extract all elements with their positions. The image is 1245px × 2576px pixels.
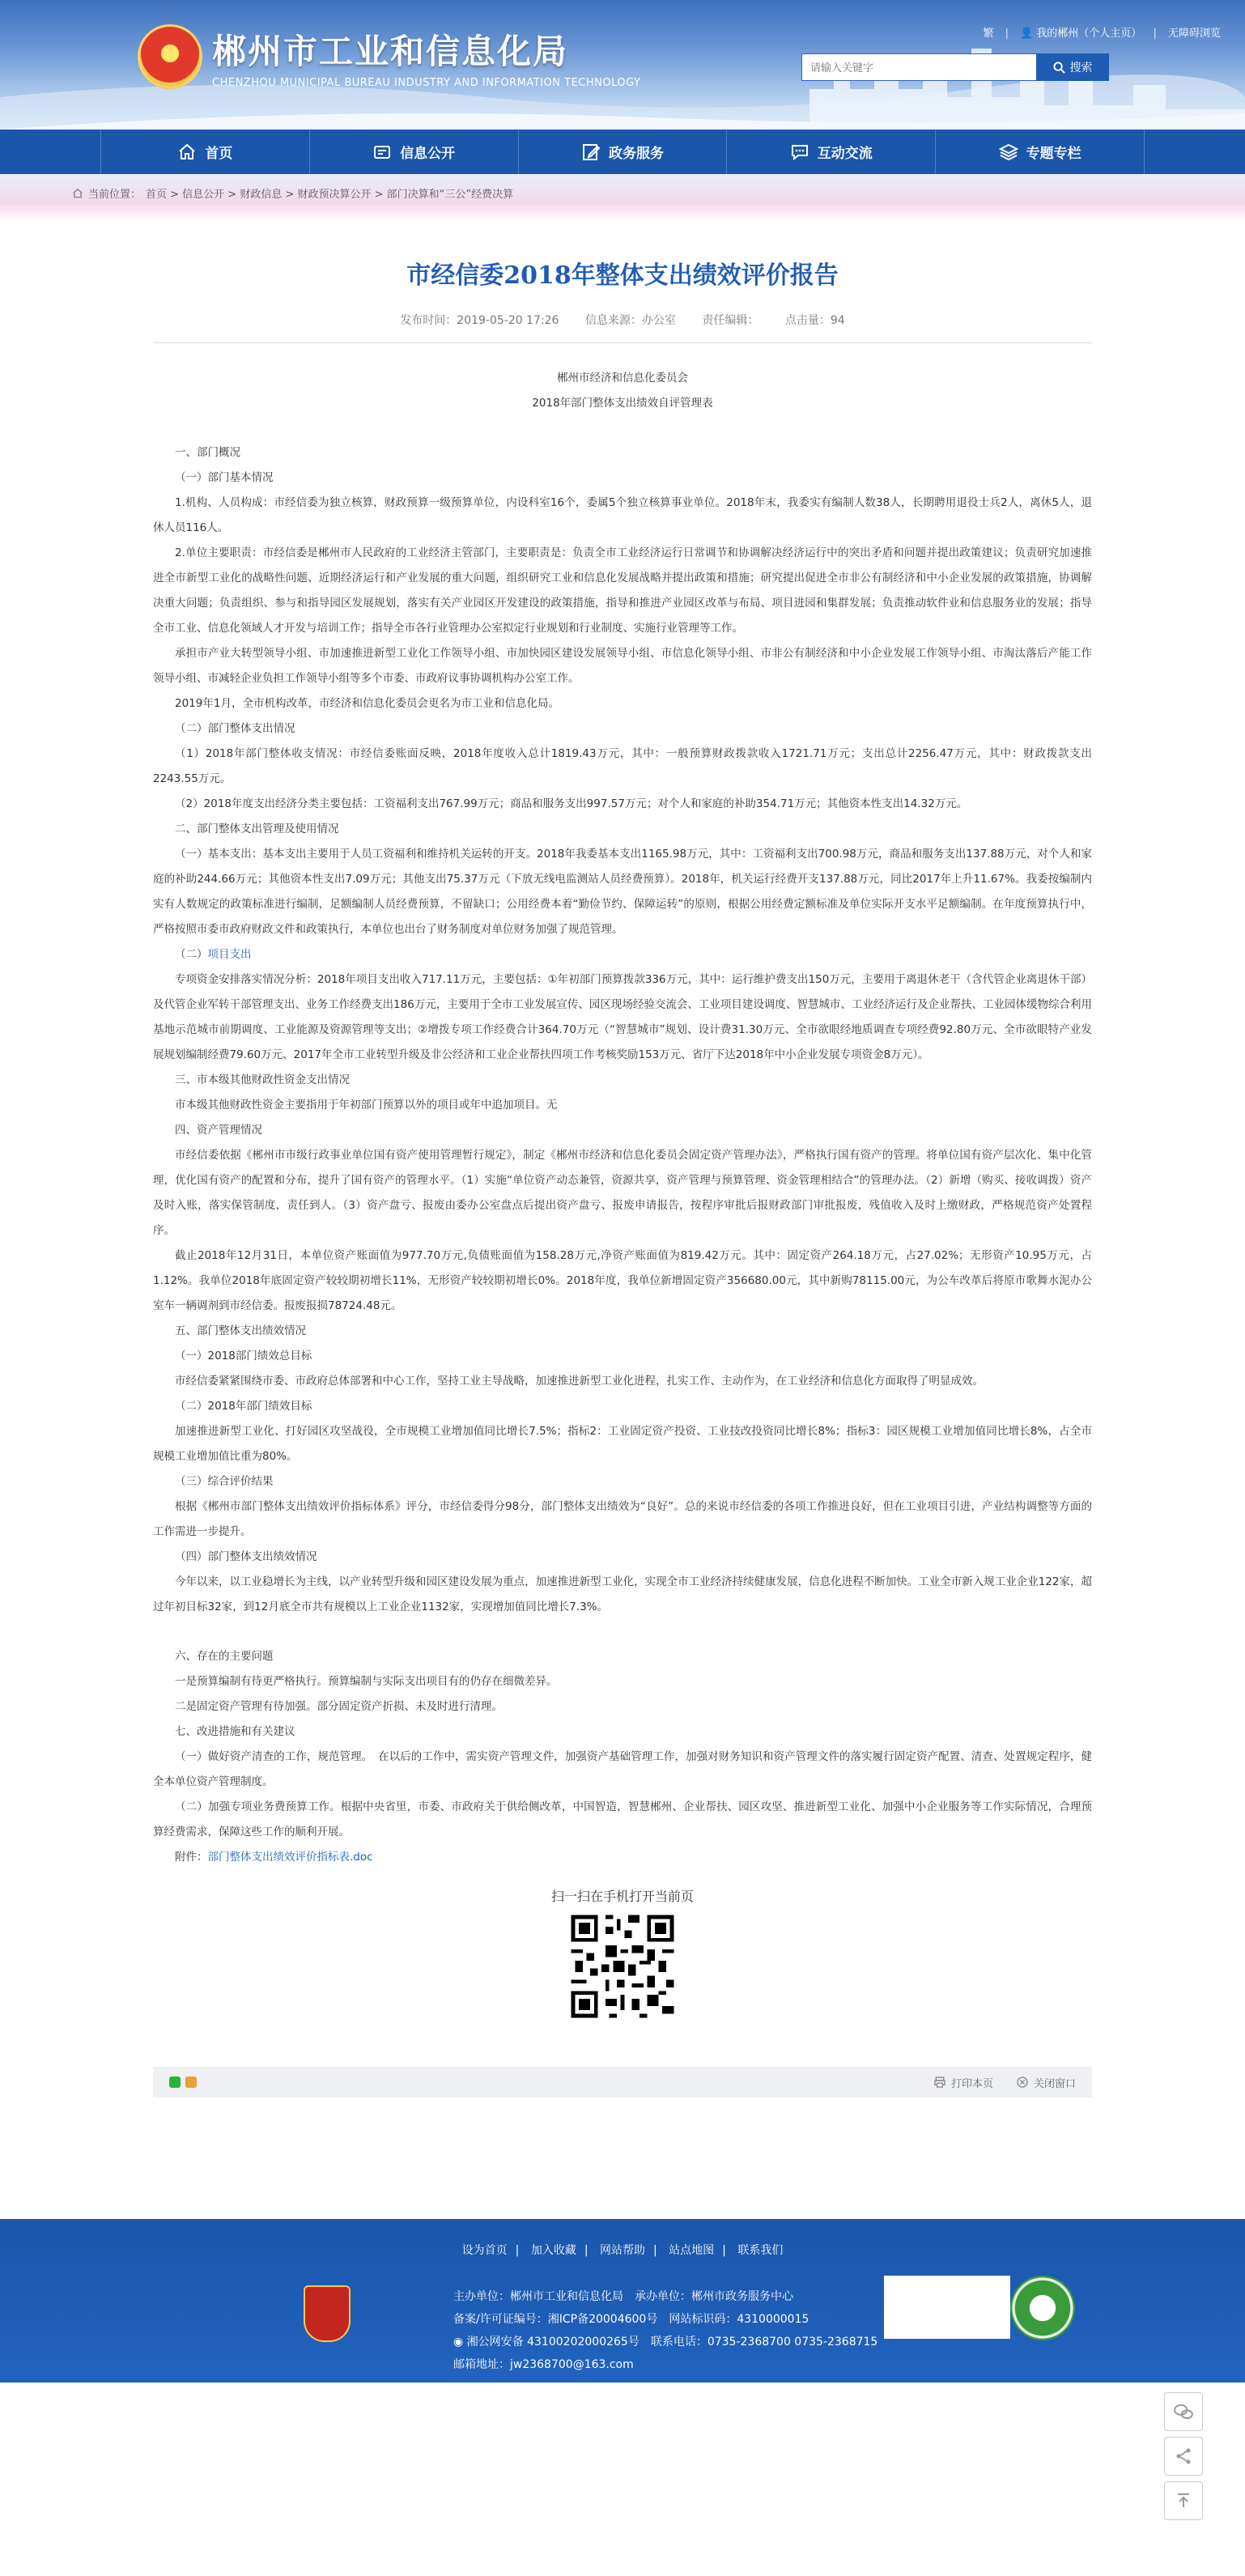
- site-title: 郴州市工业和信息化局: [212, 31, 569, 71]
- section-heading: 二、部门整体支出管理及使用情况: [175, 823, 339, 835]
- printer-icon: [933, 2076, 946, 2089]
- wechat-icon: [1173, 2401, 1194, 2422]
- attachment: 附件：部门整体支出绩效评价指标表.doc: [175, 1851, 373, 1864]
- footer-link[interactable]: 站点地图: [669, 2244, 715, 2257]
- paragraph: 市经信委紧紧围绕市委、市政府总体部署和中心工作，坚持工业主导战略，加速推进新型工业化进程，扎实工作、主动作为，在工业经济和信息化方面取得了明显成效。: [175, 1375, 984, 1388]
- home-icon: [177, 142, 197, 162]
- paragraph: 市经信委依据《郴州市市级行政事业单位国有资产使用管理暂行规定》，制定《郴州市经济和信息化委员会固定资产管理办法》，严格执行国有资产的管理。将单位国有资产层次化、集中化管理，优化国有资产的配置和分布，提升了国有资产的管理水平。（1）实施“单位资产动态兼管，资源共享，资产管理与预算管理、资金管理相结合”的管理办法。（2）新增（购买、接收调拨）资产及时入账，落实保管制度，责任到人。（3）资产盘亏、报废由委办公室盘点后提出资产盘亏、报废申请报告，按程序审批后报财政部门审批报废，残值收入及时上缴财政，严格规范资产处置程序。: [153, 1149, 1092, 1237]
- subsection-heading: （二）项目支出: [175, 948, 252, 961]
- footer-link[interactable]: 加入收藏: [530, 2244, 576, 2257]
- mobile-qr-block: [153, 1886, 1092, 2025]
- article-body: [153, 343, 1092, 1870]
- nav-item-interaction[interactable]: 互动交流: [726, 130, 935, 174]
- nav-item-special-topics[interactable]: 专题专栏: [935, 130, 1145, 174]
- subsection-heading: （二）2018年部门绩效目标: [175, 1400, 312, 1413]
- breadcrumb-path[interactable]: 首页 > 信息公开 > 财政信息 > 财政预决算公开 > 部门决算和“三公”经费决算: [146, 189, 514, 201]
- edit-icon: [581, 142, 601, 162]
- float-wechat-button[interactable]: [1164, 2392, 1203, 2431]
- footer-info: 主办单位：郴州市工业和信息化局 承办单位：郴州市政务服务中心 备案/许可证编号：湘ICP备20004600号 网站标识码：4310000015 ◉ 湘公网安备 43100202000265号 联系电话：0735-2368700 0735-2368715 邮箱地址：jw2368700@163.com: [453, 2290, 878, 2371]
- back-to-top-button[interactable]: [1164, 2481, 1203, 2520]
- layers-icon: [999, 142, 1018, 162]
- paragraph: 截止2018年12月31日，本单位资产账面值为977.70万元,负债账面值为158.28万元,净资产账面值为819.42万元。其中：固定资产264.18万元，占27.02%；无形资产10.95万元，占1.12%。我单位2018年底固定资产较较期初增长11%，无形资产较较期初增长0%。2018年度，我单位新增固定资产356680.00元，其中新购78115.00元，为公车改革后将原市歌舞水泥办公室车一辆调剂到市经信委。报废报损78724.48元。: [153, 1249, 1092, 1312]
- close-icon: [1016, 2076, 1029, 2089]
- article-title: 市经信委2018年整体支出绩效评价报告: [406, 261, 839, 290]
- search-button-label: 搜索: [1069, 62, 1093, 74]
- chat-icon: [790, 142, 809, 162]
- main-nav: [0, 130, 1245, 174]
- home-small-icon: [72, 188, 83, 199]
- green-site-badge-icon: [1010, 2276, 1075, 2340]
- subsection-heading: （一）2018部门绩效总目标: [175, 1350, 312, 1362]
- site-logo[interactable]: [138, 24, 640, 89]
- weibo-share-icon[interactable]: [185, 2077, 197, 2088]
- footer-links: 设为首页 | 加入收藏 | 网站帮助 | 站点地图 | 联系我们: [461, 2244, 784, 2257]
- search-input[interactable]: [801, 53, 1036, 81]
- footer-link[interactable]: 设为首页: [461, 2244, 508, 2257]
- breadcrumb: 当前位置： 首页 > 信息公开 > 财政信息 > 财政预决算公开 > 部门决算和“三公”经费决算: [72, 174, 1173, 201]
- share-icons: [169, 2077, 197, 2088]
- paragraph: 二是固定资产管理有待加强。部分固定资产折损、未及时进行清理。: [175, 1700, 503, 1713]
- paragraph: 根据《郴州市部门整体支出绩效评价指标体系》评分，市经信委得分98分，部门整体支出绩效为“良好”。总的来说市经信委的各项工作推进良好，但在工业项目引进，产业结构调整等方面的工作需进一步提升。: [153, 1500, 1092, 1538]
- search-icon: [1053, 62, 1065, 74]
- user-icon: 👤: [1020, 28, 1034, 40]
- site-footer: [0, 2219, 1245, 2383]
- section-heading: 五、部门整体支出绩效情况: [175, 1324, 306, 1337]
- article-subtitle: 2018年部门整体支出绩效自评管理表: [532, 397, 713, 410]
- document-icon: [372, 142, 392, 162]
- share-icon: [1174, 2446, 1193, 2466]
- subsection-heading: （三）综合评价结果: [175, 1475, 274, 1488]
- paragraph: （2）2018年度支出经济分类主要包括：工资福利支出767.99万元；商品和服务支出997.57万元；对个人和家庭的补助354.71万元；其他资本性支出14.32万元。: [175, 797, 968, 810]
- wechat-share-icon[interactable]: [169, 2077, 181, 2088]
- footer-link[interactable]: 联系我们: [737, 2244, 784, 2257]
- section-heading: 三、市本级其他财政性资金支出情况: [175, 1073, 350, 1086]
- subsection-heading: （一）部门基本情况: [175, 471, 274, 484]
- article-toolbar: [153, 2067, 1092, 2098]
- breadcrumb-band: [0, 174, 1245, 223]
- party-gov-badge-icon[interactable]: [304, 2285, 351, 2342]
- paragraph: （一）做好资产清查的工作，规范管理。 在以后的工作中，需实资产管理文件，加强资产基础管理工作，加强对财务知识和资产管理文件的落实履行固定资产配置、清查、处置规定程序，健全本单位资产管理制度。: [153, 1750, 1092, 1788]
- section-heading: 一、部门概况: [175, 446, 240, 459]
- paragraph: 一是预算编制有待更严格执行。预算编制与实际支出项目有的仍存在细微差异。: [175, 1675, 558, 1688]
- search-button[interactable]: [1036, 53, 1109, 81]
- paragraph: 专项资金安排落实情况分析：2018年项目支出收入717.11万元，主要包括：①年初部门预算拨款336万元，其中：运行维护费支出150万元，主要用于离退休老干（含代管企业离退休干部）及代管企业军转干部管理支出、业务工作经费支出186万元，主要用于全市工业发展宣传、园区现场经验交流会、工业项目建设调度、智慧城市、工业经济运行及企业帮扶、工业园体缓物综合利用基地示范城市前期调度、工业能源及资源管理等支出；②增拨专项工作经费合计364.70万元（“智慧城市”规划、设计费31.30万元、全市欲眼经地质调查专项经费92.80万元、全市欲眼特产业发展规划编制经费79.60万元、2017年全市工业转型升级及非公经济和工业企业帮扶四项工作考核奖励153万元、省厅下达2018年中小企业发展专项资金8万元）。: [153, 973, 1092, 1061]
- close-window-button[interactable]: 关闭窗口: [1016, 2075, 1076, 2090]
- search-bar: [801, 53, 1109, 81]
- article-org: 郴州市经济和信息化委员会: [557, 372, 688, 385]
- traditional-chinese-link[interactable]: 繁: [983, 28, 994, 40]
- nav-item-home[interactable]: 首页: [100, 130, 309, 174]
- qr-title: 扫一扫在手机打开当前页: [550, 1889, 694, 1904]
- section-heading: 四、资产管理情况: [175, 1124, 262, 1137]
- paragraph: 市本级其他财政性资金主要指用于年初部门预算以外的项目或年中追加项目。无: [175, 1099, 558, 1112]
- top-links: 繁 | 👤 我的郴州（个人主页） | 无障碍浏览: [983, 28, 1221, 40]
- national-emblem-icon: [138, 24, 202, 89]
- paragraph: 承担市产业大转型领导小组、市加速推进新型工业化工作领导小组、市加快园区建设发展领导小组、市信息化领导小组、市非公有制经济和中小企业发展工作领导小组、市淘汰落后产能工作领导小组、市减轻企业负担工作领导小组等多个市委、市政府议事协调机构办公室工作。: [153, 647, 1092, 685]
- attachment-link[interactable]: 部门整体支出绩效评价指标表.doc: [207, 1851, 373, 1864]
- paragraph: 加速推进新型工业化、打好园区攻坚战役，全市规模工业增加值同比增长7.5%；指标2：工业固定资产投资、工业技改投资同比增长8%；指标3：园区规模工业增加值同比增长8%，占全市规模工业增加值比重为80%。: [153, 1425, 1092, 1463]
- site-subtitle: CHENZHOU MUNICIPAL BUREAU INDUSTRY AND INFORMATION TECHNOLOGY: [212, 76, 641, 89]
- subsection-heading: （四）部门整体支出绩效情况: [175, 1550, 317, 1563]
- qr-code-icon: [567, 1911, 678, 2021]
- my-chenzhou-link[interactable]: 我的郴州（个人主页）: [1036, 28, 1142, 40]
- paragraph: 2019年1月，全市机构改革，市经济和信息化委员会更名为市工业和信息化局。: [175, 697, 559, 710]
- paragraph: （一）基本支出：基本支出主要用于人员工资福利和维持机关运转的开支。2018年我委基本支出1165.98万元，其中：工资福利支出700.98万元，商品和服务支出137.88万元，对个人和家庭的补助244.66万元；其他资本性支出7.09万元；其他支出75.37万元（下放无线电监测站人员经费预算）。2018年，机关运行经费开支137.88万元，同比2017年上升11.67%。我委按编制内实有人数规定的政策标准进行编制，足额编制人员经费预算，不留缺口；公用经费本着“勤俭节约、保障运转”的原则，根据公用经费定额标准及单位实际开支水平足额编制。在年度预算执行中，严格按照市委市政府财政文件和政策执行，本单位也出台了财务制度对单位财务加强了规范管理。: [153, 848, 1092, 936]
- site-header: [0, 0, 1245, 130]
- subsection-heading: （二）部门整体支出情况: [175, 722, 295, 735]
- nav-item-info-disclosure[interactable]: 信息公开: [309, 130, 518, 174]
- print-button[interactable]: 打印本页: [933, 2075, 993, 2090]
- police-badge-icon: ◉: [453, 2336, 464, 2349]
- barrier-free-link[interactable]: 无障碍浏览: [1167, 28, 1221, 40]
- article-container: [72, 255, 1173, 2130]
- paragraph: （1）2018年部门整体收支情况：市经信委账面反映，2018年度收入总计1819.43万元，其中：一般预算财政拨款收入1721.71万元；支出总计2256.47万元，其中：财政拨款支出2243.55万元。: [153, 747, 1092, 785]
- footer-qr-code-icon: [884, 2276, 947, 2339]
- paragraph: 1.机构、人员构成：市经信委为独立核算，财政预算一级预算单位，内设科室16个，委属5个独立核算事业单位。2018年末，我委实有编制人数38人，长期聘用退役士兵2人，离休5人，退休人员116人。: [153, 496, 1092, 534]
- paragraph: （二）加强专项业务费预算工作。根据中央省里，市委、市政府关于供给侧改革，中国智造，智慧郴州、企业帮扶、园区攻坚、推进新型工业化、加强中小企业服务等工作实际情况，合理预算经费需求，保障这些工作的顺利开展。: [153, 1800, 1092, 1838]
- arrow-up-icon: [1174, 2491, 1193, 2510]
- footer-link[interactable]: 网站帮助: [600, 2244, 645, 2257]
- footer-qr-code-icon: [947, 2276, 1010, 2339]
- paragraph: 今年以来，以工业稳增长为主线，以产业转型升级和园区建设发展为重点，加速推进新型工业化，实现全市工业经济持续健康发展，信息化进程不断加快。工业全市新入规工业企业122家，超过年初目标32家，到12月底全市共有规模以上工业企业1132家，实现增加值同比增长7.3%。: [153, 1575, 1092, 1613]
- paragraph: 2.单位主要职责：市经信委是郴州市人民政府的工业经济主管部门，主要职责是：负责全市工业经济运行日常调节和协调解决经济运行中的突出矛盾和问题并提出政策建议；负责研究加速推进全市新型工业化的战略性问题、近期经济运行和产业发展的重大问题，组织研究工业和信息化发展战略并提出政策和措施；研究提出促进全市非公有制经济和中小企业发展的政策措施，协调解决重大问题；负责组织、参与和指导园区发展规划，落实有关产业园区开发建设的政策措施，指导和推进产业园区改革与布局、项目进园和集群发展；负责推动软件业和信息服务业的发展；指导全市工业、信息化领域人才开发与培训工作；指导全市各行业管理办公室拟定行业规划和行业制度、实施行业管理等工作。: [153, 546, 1092, 635]
- project-expenditure-link[interactable]: 项目支出: [207, 948, 252, 961]
- section-heading: 六、存在的主要问题: [175, 1650, 274, 1663]
- article-meta: 发布时间：2019-05-20 17:26 信息来源：办公室 责任编辑： 点击量：94: [153, 312, 1092, 343]
- nav-item-gov-service[interactable]: 政务服务: [518, 130, 727, 174]
- section-heading: 七、改进措施和有关建议: [175, 1725, 295, 1738]
- float-share-button[interactable]: [1164, 2437, 1203, 2476]
